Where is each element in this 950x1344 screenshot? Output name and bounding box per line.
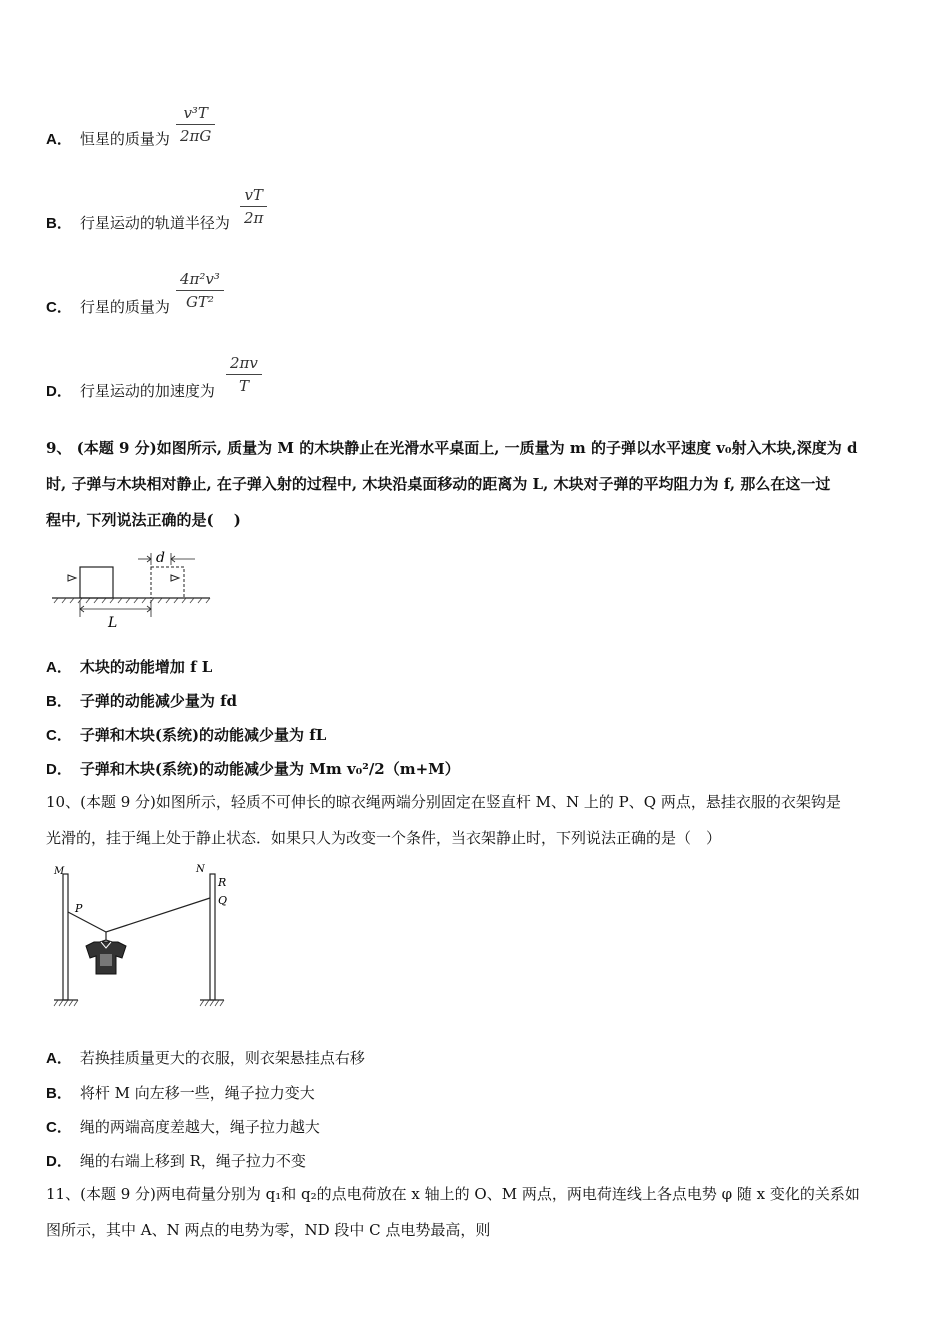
- q9-option-d[interactable]: [46, 758, 460, 779]
- label-Q: Q: [218, 894, 228, 907]
- bullet-initial-icon: [68, 575, 76, 581]
- q10-stem: [46, 784, 906, 856]
- label-d: d: [156, 550, 165, 566]
- fraction-numerator: vT: [244, 186, 263, 204]
- fraction-numerator: 2πv: [230, 354, 258, 372]
- q9-stem-line: 时, 子弹与木块相对静止, 在子弹入射的过程中, 木块沿桌面移动的距离为 L, 木块对子弹的平均阻力为 f, 那么在这一过: [46, 475, 831, 493]
- bullet-final-icon: [171, 575, 179, 581]
- option-text: 绳的右端上移到 R，绳子拉力不变: [79, 1152, 306, 1170]
- option-label: D．: [46, 761, 72, 778]
- option-label: A．: [46, 659, 72, 676]
- q9-stem: [46, 430, 906, 538]
- q9-stem-line: 程中, 下列说法正确的是( ): [46, 511, 241, 529]
- q10-option-a[interactable]: [46, 1047, 365, 1068]
- option-text: 子弹和木块(系统)的动能减少量为 fL: [79, 726, 327, 744]
- option-text: 若换挂质量更大的衣服，则衣架悬挂点右移: [79, 1049, 365, 1067]
- option-label: A．: [46, 131, 72, 148]
- q10-stem-line: 10、(本题 9 分)如图所示，轻质不可伸长的晾衣绳两端分别固定在竖直杆 M、N 上的 P、Q 两点，悬挂衣服的衣架钩是: [46, 793, 841, 811]
- label-N: N: [196, 864, 205, 875]
- q9-option-b[interactable]: [46, 690, 237, 711]
- option-text: 行星的质量为: [79, 298, 170, 316]
- q10-figure-clothesline: [46, 862, 236, 1020]
- q8-option-c-fraction: [176, 270, 224, 311]
- option-text: 绳的两端高度差越大，绳子拉力越大: [79, 1118, 320, 1136]
- q9-figure-block-bullet: [50, 545, 215, 635]
- q8-option-c[interactable]: [46, 296, 170, 317]
- label-R: R: [218, 876, 227, 889]
- option-text: 将杆 M 向左移一些，绳子拉力变大: [79, 1084, 315, 1102]
- q10-stem-line: 光滑的，挂于绳上处于静止状态．如果只人为改变一个条件，当衣架静止时，下列说法正确的是（ ）: [46, 829, 722, 847]
- option-label: D．: [46, 1153, 72, 1170]
- q9-stem-line: 9、 (本题 9 分)如图所示, 质量为 M 的木块静止在光滑水平桌面上, 一质量为 m 的子弹以水平速度 v₀射入木块,深度为 d: [46, 439, 858, 457]
- q8-option-b-fraction: [240, 186, 267, 227]
- pole-N: [210, 874, 215, 1000]
- option-label: C．: [46, 299, 72, 316]
- q10-option-b[interactable]: [46, 1082, 315, 1103]
- option-text: 行星运动的加速度为: [79, 382, 215, 400]
- block-initial: [80, 567, 113, 598]
- option-text: 恒星的质量为: [79, 130, 170, 148]
- fraction-denominator: T: [238, 377, 249, 395]
- q8-option-d[interactable]: [46, 380, 215, 401]
- option-text: 木块的动能增加 f L: [79, 658, 213, 676]
- label-L: L: [108, 615, 118, 631]
- option-text: 子弹的动能减少量为 fd: [79, 692, 238, 710]
- pole-M: [63, 874, 68, 1000]
- label-M: M: [54, 866, 65, 877]
- q8-option-d-fraction: [226, 354, 262, 395]
- option-text: 行星运动的轨道半径为: [79, 214, 230, 232]
- option-label: B．: [46, 215, 72, 232]
- q9-option-a[interactable]: [46, 656, 212, 677]
- block-final: [151, 567, 184, 598]
- q10-option-d[interactable]: [46, 1150, 306, 1171]
- option-label: C．: [46, 727, 72, 744]
- option-label: B．: [46, 693, 72, 710]
- option-label: A．: [46, 1050, 72, 1067]
- q10-option-c[interactable]: [46, 1116, 320, 1137]
- q11-stem-line: 11、(本题 9 分)两电荷量分别为 q₁和 q₂的点电荷放在 x 轴上的 O、M 两点，两电荷连线上各点电势 φ 随 x 变化的关系如: [46, 1185, 860, 1203]
- option-label: B．: [46, 1085, 72, 1102]
- fraction-numerator: v³T: [183, 104, 208, 122]
- fraction-denominator: GT²: [185, 293, 214, 311]
- rope: [68, 898, 210, 932]
- q8-option-b[interactable]: [46, 212, 230, 233]
- option-label: C．: [46, 1119, 72, 1136]
- fraction-numerator: 4π²v³: [180, 270, 220, 288]
- q11-stem-line: 图所示，其中 A、N 两点的电势为零，ND 段中 C 点电势最高，则: [46, 1221, 491, 1239]
- q11-stem: [46, 1176, 906, 1248]
- fraction-denominator: 2πG: [180, 127, 212, 145]
- label-P: P: [75, 902, 83, 915]
- q8-option-a[interactable]: [46, 128, 170, 149]
- q8-option-a-fraction: [176, 104, 215, 145]
- option-text: 子弹和木块(系统)的动能减少量为 Mm v₀²/2（m+M）: [79, 760, 460, 778]
- option-label: D．: [46, 383, 72, 400]
- fraction-denominator: 2π: [244, 209, 264, 227]
- q9-option-c[interactable]: [46, 724, 326, 745]
